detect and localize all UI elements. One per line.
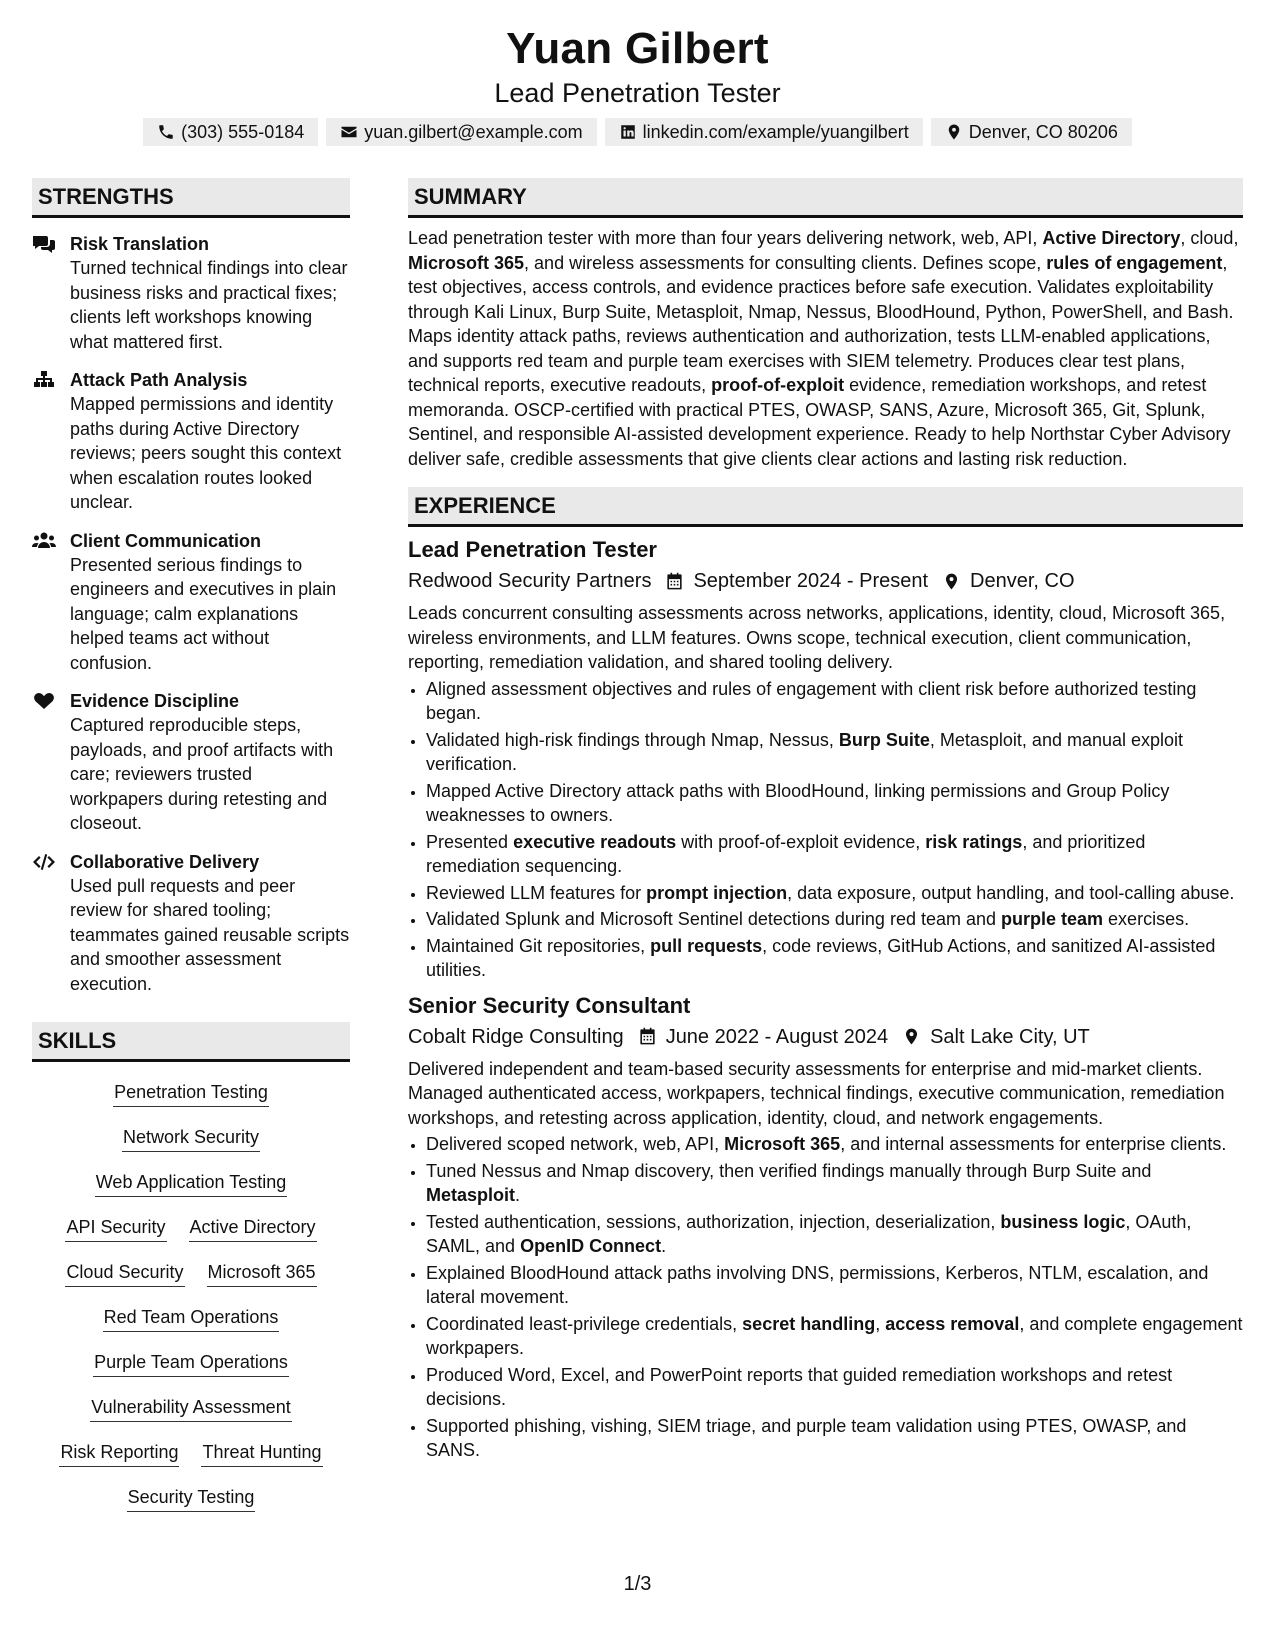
text-segment: , and prioritized remediation sequencing. [426, 831, 1146, 876]
strength-item [32, 689, 350, 836]
contact-email[interactable] [326, 118, 596, 146]
text-segment: , test objectives, access controls, and evidence practices before safe execution. Validates exploitability through Kali Linux, Burp Suite, Metasploit, Nmap, Nessus, BloodHound, Python, PowerShell, and Bash. Maps identity attack paths, reviews authentication and authorization, tests LLM-enabled applications, and supports red team and purple team exercises with SIEM telemetry. Produces clear test plans, technical reports, executive readouts, [408, 252, 1234, 395]
text-segment: Tuned Nessus and Nmap discovery, then verified findings manually through Burp Suite and [426, 1160, 1152, 1181]
map-pin-icon [942, 572, 961, 591]
bullet-item [426, 907, 1243, 932]
skill-row [32, 1166, 350, 1211]
job-entry [408, 991, 1243, 1463]
job-description: Leads concurrent consulting assessments across networks, applications, identity, cloud, Microsoft 365, wireless environments, and LLM features. Owns scope, technical execution, client communication, reporting, remediation validation, and shared tooling delivery. [408, 603, 1226, 672]
job-location: Salt Lake City, UT [930, 1025, 1090, 1048]
contact-phone [143, 118, 318, 146]
bullet-item [426, 1210, 1243, 1259]
skills-heading: SKILLS [32, 1022, 350, 1062]
job-dates: June 2022 - August 2024 [665, 1025, 889, 1048]
text-segment: . [515, 1185, 521, 1205]
page-number: 1/3 [623, 1573, 652, 1595]
bold-text: prompt injection [646, 882, 788, 903]
text-segment: , code reviews, GitHub Actions, and sanitized AI-assisted utilities. [426, 935, 1216, 980]
text-segment: Aligned assessment objectives and rules of engagement with client risk before authorized testing began. [426, 678, 1197, 723]
text-segment: , and internal assessments for enterprise clients. [840, 1134, 1227, 1154]
bullet-item [426, 1159, 1243, 1208]
summary-text [408, 226, 1243, 471]
text-segment: Maintained Git repositories, [426, 935, 651, 956]
bullet-item [426, 728, 1243, 777]
skill-row [32, 1076, 350, 1121]
text-segment: , and complete engagement workpapers. [426, 1313, 1243, 1358]
text-segment: . [661, 1236, 667, 1256]
bold-text: Active Directory [1042, 228, 1181, 248]
strength-title: Risk Translation [70, 234, 210, 254]
skill-tag: API Security [65, 1215, 166, 1242]
job-location: Denver, CO [970, 570, 1075, 592]
bullet-item [426, 677, 1243, 726]
contact-bar [0, 118, 1275, 146]
job-bullets [408, 677, 1243, 983]
sitemap-icon [32, 371, 56, 389]
job-company: Cobalt Ridge Consulting [408, 1025, 624, 1048]
job-dates: September 2024 - Present [693, 570, 929, 592]
text-segment: Coordinated least-privilege credentials, [426, 1313, 743, 1334]
calendar-icon [638, 1027, 657, 1046]
skill-row [32, 1256, 350, 1301]
bold-text: access removal [885, 1313, 1020, 1334]
skills-list [32, 1076, 350, 1526]
text-segment: Produced Word, Excel, and PowerPoint reports that guided remediation workshops and retest decisions. [426, 1364, 1173, 1409]
strength-item [32, 850, 350, 997]
strength-desc: Turned technical findings into clear business risks and practical fixes; clients left workshops knowing what mattered first. [70, 258, 348, 352]
bold-text: purple team [1001, 909, 1104, 929]
text-segment: , OAuth, SAML, and [426, 1211, 1192, 1256]
text-segment: , and wireless assessments for consulting clients. Defines scope, [524, 252, 1047, 273]
skill-tag: Red Team Operations [103, 1305, 280, 1332]
text-segment: , Metasploit, and manual exploit verification. [426, 729, 1184, 774]
phone-icon [157, 123, 175, 141]
job-description: Delivered independent and team-based security assessments for enterprise and mid-market clients. Managed authenticated access, workpapers, technical findings, executive communication, remediation workshops, and retesting across application, identity, cloud, and network engagements. [408, 1058, 1225, 1128]
skill-tag: Cloud Security [65, 1260, 184, 1287]
bold-text: risk ratings [925, 831, 1023, 852]
job-company: Redwood Security Partners [408, 570, 652, 592]
strength-desc: Presented serious findings to engineers and executives in plain language; calm explanations helped teams act without confusion. [70, 554, 337, 673]
strength-desc: Captured reproducible steps, payloads, and proof artifacts with care; reviewers trusted workpapers during retesting and closeout. [70, 715, 334, 833]
candidate-name: Yuan Gilbert [506, 24, 769, 73]
bullet-item [426, 881, 1243, 906]
bullet-item [426, 1363, 1243, 1412]
skill-row [32, 1301, 350, 1346]
bullet-item [426, 1132, 1243, 1157]
text-segment: Validated Splunk and Microsoft Sentinel detections during red team and [426, 909, 1002, 929]
skill-row [32, 1346, 350, 1391]
skill-tag: Active Directory [189, 1215, 317, 1242]
resume-header [0, 20, 1275, 146]
skill-tag: Penetration Testing [113, 1080, 269, 1107]
linkedin-text: linkedin.com/example/yuangilbert [642, 121, 909, 142]
contact-location [931, 118, 1132, 146]
bold-text: pull requests [650, 935, 763, 956]
bold-text: OpenID Connect [520, 1236, 662, 1256]
bold-text: Microsoft 365 [408, 252, 525, 273]
experience-list [408, 535, 1243, 1463]
strength-title: Collaborative Delivery [70, 851, 260, 872]
text-segment: exercises. [1103, 909, 1190, 929]
skill-tag: Vulnerability Assessment [90, 1395, 291, 1422]
heart-icon [32, 692, 56, 710]
strength-desc: Mapped permissions and identity paths during Active Directory reviews; peers sought this context when escalation routes looked unclear. [70, 394, 342, 512]
bullet-item [426, 830, 1243, 879]
job-bullets [408, 1132, 1243, 1463]
strength-title: Evidence Discipline [70, 691, 240, 711]
bold-text: rules of engagement [1046, 252, 1223, 273]
text-segment: Delivered scoped network, web, API, [426, 1134, 725, 1154]
job-title: Senior Security Consultant [408, 992, 691, 1018]
text-segment: with proof-of-exploit evidence, [676, 831, 926, 852]
skill-row [32, 1391, 350, 1436]
job-entry [408, 535, 1243, 983]
job-meta [408, 1023, 1243, 1051]
bullet-item [426, 1261, 1243, 1310]
skill-tag: Purple Team Operations [93, 1350, 289, 1377]
map-pin-icon [902, 1027, 921, 1046]
strength-title: Attack Path Analysis [70, 370, 248, 390]
code-icon [32, 853, 56, 871]
text-segment: Lead penetration tester with more than four years delivering network, web, API, [408, 228, 1043, 248]
skill-tag: Microsoft 365 [207, 1260, 317, 1287]
text-segment: Mapped Active Directory attack paths with BloodHound, linking permissions and Group Policy weaknesses to owners. [426, 780, 1170, 825]
left-column [32, 178, 350, 1526]
job-meta [408, 567, 1243, 595]
strengths-heading: STRENGTHS [32, 178, 350, 218]
skill-tag: Security Testing [127, 1485, 256, 1512]
strength-item [32, 368, 350, 515]
summary-heading: SUMMARY [408, 178, 1243, 218]
bullet-item [426, 1312, 1243, 1361]
candidate-title: Lead Penetration Tester [494, 78, 781, 108]
bullet-item [426, 779, 1243, 828]
text-segment: Presented [426, 831, 514, 852]
text-segment: Reviewed LLM features for [426, 882, 647, 903]
envelope-icon [340, 123, 358, 141]
text-segment: , [875, 1313, 886, 1334]
email-text: yuan.gilbert@example.com [364, 121, 583, 142]
comments-icon [32, 235, 56, 253]
skill-tag: Risk Reporting [59, 1440, 179, 1467]
bold-text: proof-of-exploit [711, 375, 845, 395]
skill-row [32, 1211, 350, 1256]
strength-desc: Used pull requests and peer review for shared tooling; teammates gained reusable scripts and smoother assessment execution. [70, 875, 350, 994]
bullet-item [426, 1414, 1243, 1463]
text-segment: , data exposure, output handling, and tool-calling abuse. [787, 882, 1235, 903]
skill-tag: Threat Hunting [201, 1440, 322, 1467]
bold-text: Microsoft 365 [724, 1134, 841, 1154]
location-text: Denver, CO 80206 [968, 121, 1118, 142]
strength-title: Client Communication [70, 530, 262, 551]
text-segment: , cloud, [1180, 228, 1239, 248]
text-segment: Tested authentication, sessions, authorization, injection, deserialization, [426, 1211, 1001, 1232]
bold-text: executive readouts [513, 831, 677, 852]
text-segment: Explained BloodHound attack paths involving DNS, permissions, Kerberos, NTLM, escalation, and lateral movement. [426, 1262, 1209, 1307]
text-segment: evidence, remediation workshops, and retest memoranda. OSCP-certified with practical PTES, OWASP, SANS, Azure, Microsoft 365, Git, Splunk, Sentinel, and responsible AI-assisted development experience. Ready to help Northstar Cyber Advisory deliver safe, credible assessments that give clients clear actions and lasting risk reduction. [408, 375, 1231, 469]
bold-text: Burp Suite [838, 729, 930, 750]
text-segment: Supported phishing, vishing, SIEM triage, and purple team validation using PTES, OWASP, and SANS. [426, 1415, 1187, 1460]
skill-row [32, 1436, 350, 1481]
strength-item [32, 232, 350, 354]
map-pin-icon [945, 123, 963, 141]
right-column [408, 178, 1243, 1463]
bold-text: business logic [1000, 1211, 1126, 1232]
bold-text: Metasploit [426, 1185, 516, 1205]
strength-item [32, 529, 350, 676]
calendar-icon [665, 572, 684, 591]
users-icon [32, 532, 56, 550]
text-segment: Validated high-risk findings through Nmap, Nessus, [426, 729, 839, 750]
linkedin-icon [619, 123, 637, 141]
bullet-item [426, 934, 1243, 983]
experience-heading: EXPERIENCE [408, 487, 1243, 527]
phone-text: (303) 555-0184 [181, 121, 305, 142]
skill-tag: Network Security [122, 1125, 260, 1152]
job-title: Lead Penetration Tester [408, 537, 657, 562]
skill-row [32, 1121, 350, 1166]
contact-linkedin[interactable] [605, 118, 923, 146]
skill-row [32, 1481, 350, 1526]
bold-text: secret handling [742, 1313, 876, 1334]
skill-tag: Web Application Testing [95, 1170, 287, 1197]
